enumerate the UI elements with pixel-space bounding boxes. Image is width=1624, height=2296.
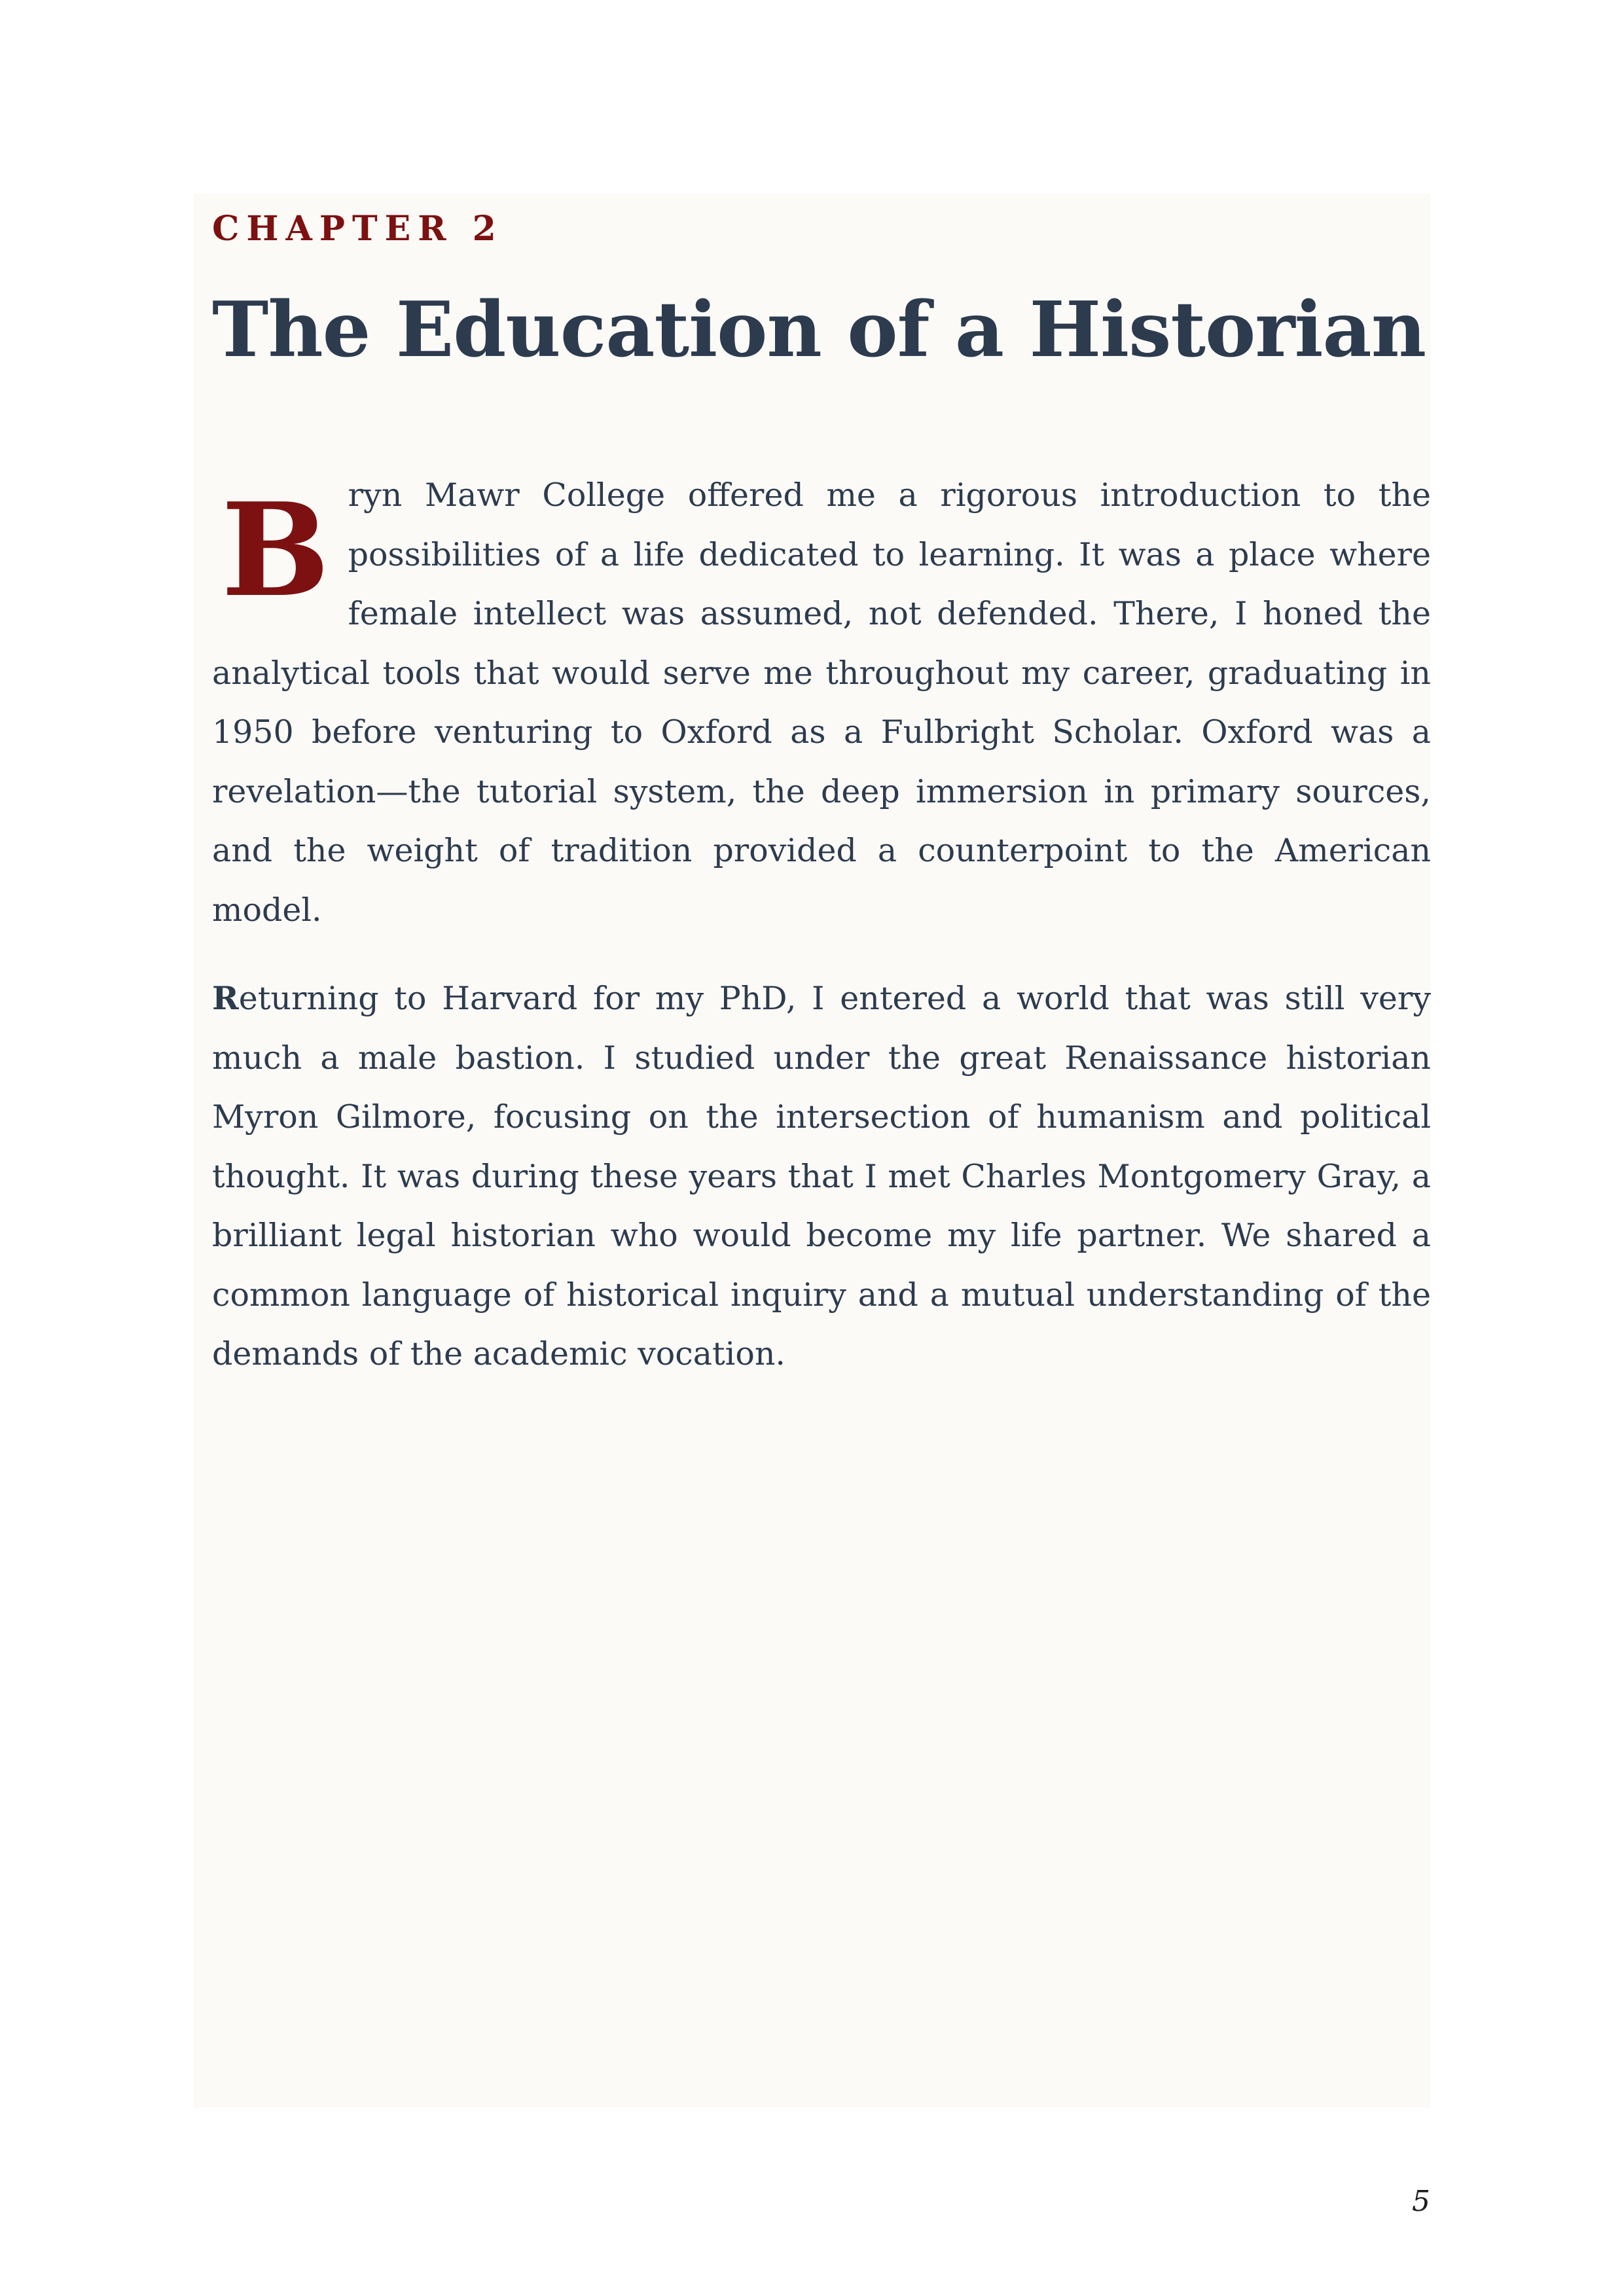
chapter-title: The Education of a Historian [212, 285, 1426, 374]
chapter-content [212, 209, 1431, 1384]
paragraph-2 [212, 969, 1431, 1384]
paragraph-2-text: eturning to Harvard for my PhD, I entered a world that was still very much a male bastion. I studied under the great Renaissance historian Myron Gilmore, focusing on the intersection of humanism and political thought. It was during these years that I met Charles Montgomery Gray, a brilliant legal historian who would become my life partner. We shared a common language of historical inquiry and a mutual understanding of the demands of the academic vocation. [212, 980, 1431, 1372]
paragraph-1 [212, 466, 1431, 940]
paragraph-2-initial: R [212, 979, 239, 1017]
drop-cap: B [221, 475, 330, 626]
paragraph-1-text: ryn Mawr College offered me a rigorous introduction to the possibilities of a life dedicated to learning. It was a place where female intellect was assumed, not defended. There, I honed the analytical tools that would serve me throughout my career, graduating in 1950 before venturing to Oxford as a Fulbright Scholar. Oxford was a revelation—the tutorial system, the deep immersion in primary sources, and the weight of tradition provided a counterpoint to the American model. [212, 476, 1431, 929]
page-number: 5 [1412, 2185, 1430, 2218]
chapter-label: CHAPTER 2 [212, 209, 503, 249]
